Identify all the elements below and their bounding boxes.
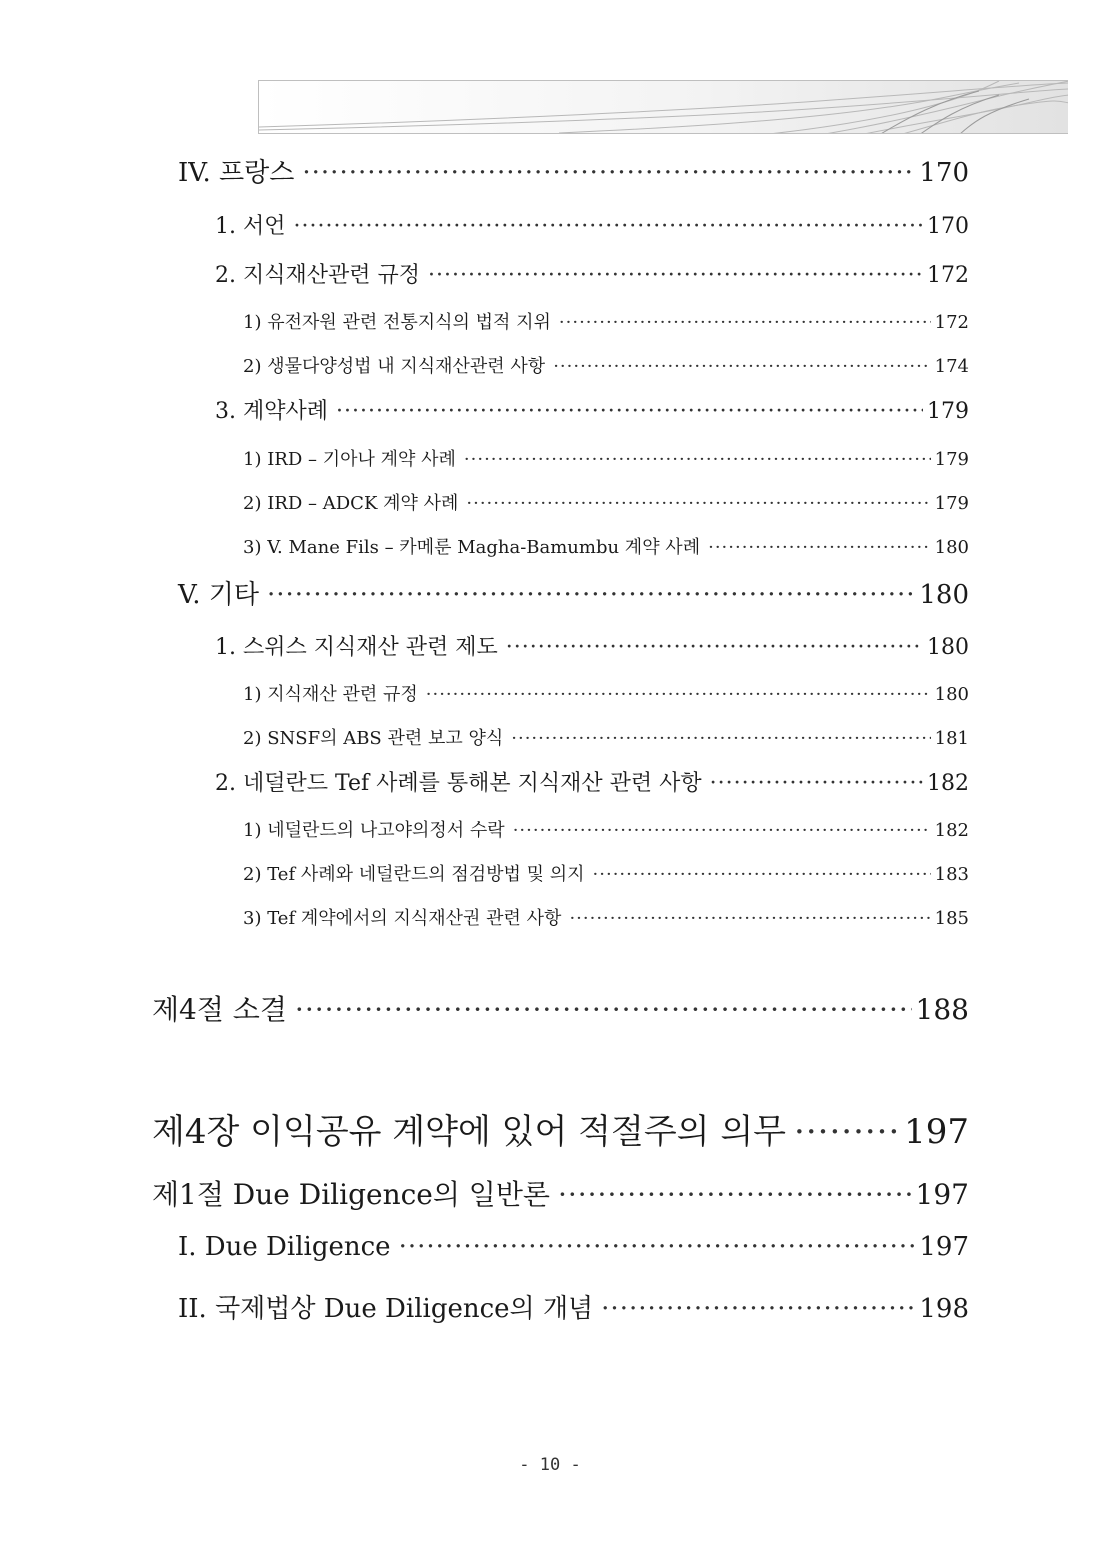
dot-leader <box>302 158 915 188</box>
toc-entry-label: 1) 네덜란드의 나고야의정서 수락 <box>243 820 505 841</box>
toc-entry <box>215 209 969 240</box>
toc-entry-label: 1) IRD – 기아나 계약 사례 <box>243 449 456 470</box>
toc-entry-label: 제4장 이익공유 계약에 있어 적절주의 의무 <box>152 1112 787 1152</box>
dot-leader <box>553 356 930 377</box>
toc-entry-label: 2) SNSF의 ABS 관련 보고 양식 <box>243 728 504 749</box>
toc-entry-page: 185 <box>934 908 969 929</box>
toc-entry-label: 1) 유전자원 관련 전통지식의 법적 지위 <box>243 312 551 333</box>
dot-leader <box>267 580 915 610</box>
dot-leader <box>506 635 923 660</box>
toc-entry <box>243 533 969 559</box>
toc-entry <box>152 1173 969 1213</box>
toc-entry-page: 174 <box>934 356 969 377</box>
toc-entry <box>215 766 969 797</box>
toc-entry <box>243 816 969 842</box>
toc-entry <box>178 574 969 611</box>
wave-pattern-icon <box>259 81 1068 134</box>
toc-entry <box>152 1104 969 1153</box>
toc-entry-label: I. Due Diligence <box>178 1232 391 1262</box>
toc-entry-page: 170 <box>927 214 969 239</box>
toc-entry-page: 183 <box>934 864 969 885</box>
dot-leader <box>295 993 912 1026</box>
toc-entry-label: 1. 스위스 지식재산 관련 제도 <box>215 635 498 660</box>
toc-entry-page: 198 <box>919 1294 969 1324</box>
toc-entry <box>243 904 969 930</box>
toc-entry <box>243 860 969 886</box>
toc-entry <box>243 445 969 471</box>
toc-entry-label: 1) 지식재산 관련 규정 <box>243 684 418 705</box>
header-decoration <box>258 80 1068 134</box>
toc-entry-label: IV. 프랑스 <box>178 158 295 188</box>
dot-leader <box>466 493 930 514</box>
toc-entry-label: 2. 지식재산관련 규정 <box>215 263 420 288</box>
toc-entry-label: 1. 서언 <box>215 214 286 239</box>
toc-entry-label: 2) IRD – ADCK 계약 사례 <box>243 493 459 514</box>
toc-entry <box>243 352 969 378</box>
toc-entry-page: 182 <box>927 771 969 796</box>
toc-entry-page: 197 <box>904 1112 969 1152</box>
toc-entry-label: 3) Tef 계약에서의 지식재산권 관련 사항 <box>243 908 562 929</box>
toc-entry <box>152 988 969 1028</box>
toc-entry-label: 3) V. Mane Fils – 카메룬 Magha-Bamumbu 계약 사례 <box>243 537 701 558</box>
toc-entry-page: 179 <box>927 399 969 424</box>
toc-entry-page: 188 <box>915 993 969 1026</box>
toc-entry-page: 197 <box>915 1178 969 1211</box>
page-number: - 10 - <box>519 1455 581 1475</box>
toc-entry-page: 172 <box>927 263 969 288</box>
toc-entry-label: 2) 생물다양성법 내 지식재산관련 사항 <box>243 356 546 377</box>
toc-entry <box>243 308 969 334</box>
toc-entry-page: 182 <box>934 820 969 841</box>
toc-entry <box>243 724 969 750</box>
toc-entry-page: 180 <box>919 580 969 610</box>
dot-leader <box>294 214 924 239</box>
toc-entry <box>243 489 969 515</box>
dot-leader <box>428 263 923 288</box>
toc-entry-page: 180 <box>934 537 969 558</box>
toc-entry-label: II. 국제법상 Due Diligence의 개념 <box>178 1294 594 1324</box>
toc-entry-label: V. 기타 <box>178 580 259 610</box>
dot-leader <box>593 864 931 885</box>
toc-entry-page: 179 <box>934 493 969 514</box>
dot-leader <box>511 728 930 749</box>
dot-leader <box>513 820 931 841</box>
toc-entry <box>178 1288 969 1325</box>
toc-entry-label: 2) Tef 사례와 네덜란드의 점검방법 및 의지 <box>243 864 585 885</box>
toc-entry <box>178 152 969 189</box>
toc-entry-page: 181 <box>934 728 969 749</box>
toc-entry <box>243 680 969 706</box>
dot-leader <box>601 1294 915 1324</box>
toc-entry-page: 180 <box>927 635 969 660</box>
dot-leader <box>399 1232 916 1262</box>
dot-leader <box>710 771 923 796</box>
dot-leader <box>794 1112 900 1152</box>
dot-leader <box>464 449 931 470</box>
toc-entry-page: 170 <box>919 158 969 188</box>
dot-leader <box>569 908 930 929</box>
toc-entry-page: 180 <box>934 684 969 705</box>
dot-leader <box>559 312 931 333</box>
toc-entry-page: 179 <box>934 449 969 470</box>
toc-entry-label: 3. 계약사례 <box>215 399 328 424</box>
toc-entry-page: 197 <box>919 1232 969 1262</box>
toc-entry <box>178 1232 969 1262</box>
dot-leader <box>426 684 931 705</box>
dot-leader <box>708 537 931 558</box>
toc-entry-label: 제4절 소결 <box>152 993 287 1026</box>
toc-entry <box>215 630 969 661</box>
toc-entry-label: 2. 네덜란드 Tef 사례를 통해본 지식재산 관련 사항 <box>215 771 702 796</box>
toc-entry <box>215 394 969 425</box>
toc-entry <box>215 258 969 289</box>
dot-leader <box>336 399 923 424</box>
dot-leader <box>558 1178 912 1211</box>
toc-entry-label: 제1절 Due Diligence의 일반론 <box>152 1178 550 1211</box>
toc-entry-page: 172 <box>934 312 969 333</box>
